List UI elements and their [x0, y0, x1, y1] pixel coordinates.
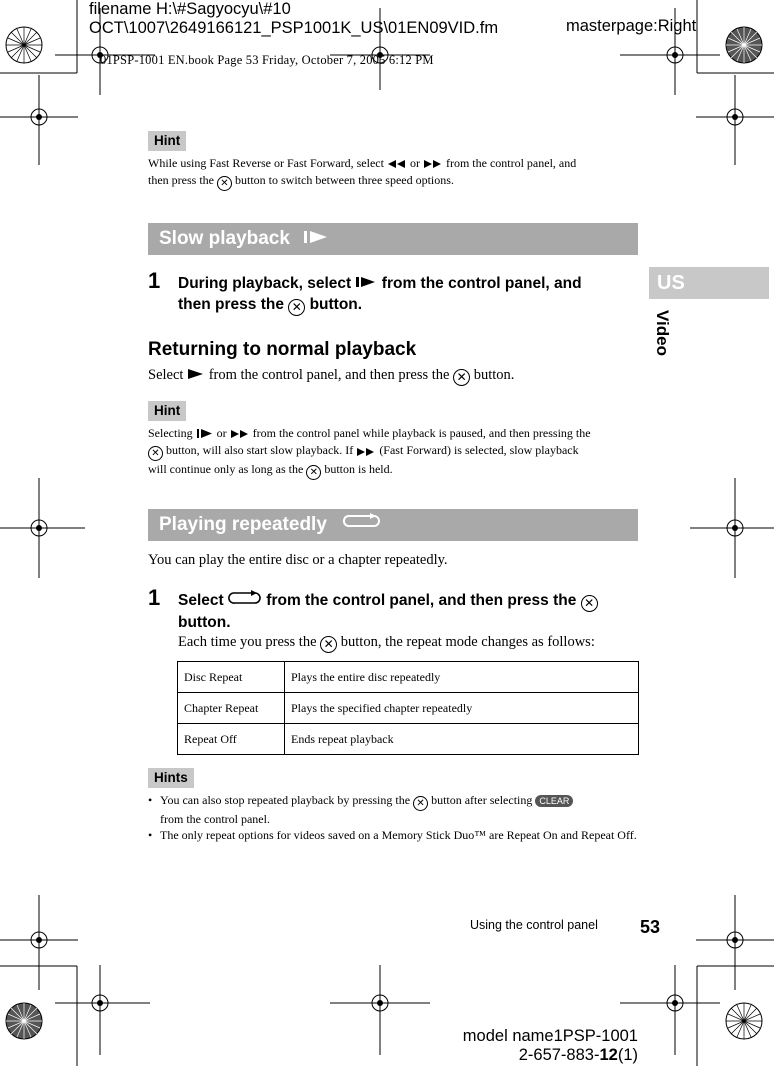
- section-title: Playing repeatedly: [159, 514, 327, 536]
- table-cell-desc: Ends repeat playback: [285, 724, 639, 755]
- play-icon: [187, 367, 205, 385]
- model-line2: 2-657-883-12(1): [518, 1046, 638, 1064]
- slow-step-text: During playback, select from the control panel, and then press the ✕ button.: [178, 275, 582, 315]
- table-cell-mode: Repeat Off: [178, 724, 285, 755]
- step-number: 1: [148, 585, 161, 610]
- filename-line1: filename H:\#Sagyocyu\#10: [89, 0, 291, 18]
- subheading-return: Returning to normal playback: [148, 339, 417, 360]
- cross-button-icon: ✕: [217, 176, 232, 191]
- section-playing-repeatedly: [148, 509, 638, 541]
- cross-button-icon: ✕: [413, 796, 428, 811]
- hint-label: Hint: [148, 401, 186, 421]
- table-cell-desc: Plays the specified chapter repeatedly: [285, 693, 639, 724]
- table-cell-desc: Plays the entire disc repeatedly: [285, 662, 639, 693]
- region-tab: US: [649, 267, 769, 299]
- hints-list: [148, 792, 638, 843]
- slow-playback-icon: [196, 426, 214, 442]
- table-row: [178, 693, 639, 724]
- repeat-each-text: Each time you press the ✕ button, the repeat mode changes as follows:: [178, 634, 595, 651]
- model-line1: model name1PSP-1001: [462, 1027, 638, 1045]
- masterpage-label: masterpage:Right: [566, 17, 697, 35]
- step-number: 1: [148, 268, 161, 293]
- section-title: Slow playback: [159, 228, 290, 250]
- table-row: [178, 662, 639, 693]
- return-text: Select from the control panel, and then press the ✕ button.: [148, 367, 515, 384]
- filename-header: [89, 0, 498, 38]
- fast-reverse-icon: [387, 156, 407, 172]
- slow-playback-icon: [355, 273, 377, 294]
- page-number: 53: [640, 917, 661, 937]
- table-cell-mode: Chapter Repeat: [178, 693, 285, 724]
- repeat-icon: [228, 590, 262, 612]
- fast-forward-icon: [423, 156, 443, 172]
- table-row: [178, 724, 639, 755]
- hints-label: Hints: [148, 768, 194, 788]
- list-item: • You can also stop repeated playback by pressing the ✕ button after selecting CLEAR from the control panel.: [148, 792, 638, 827]
- section-side-label: Video: [653, 310, 672, 356]
- model-info: [448, 1027, 638, 1065]
- hint2-text: Selecting or from the control panel while playback is paused, and then pressing the ✕ button, will also start slow playback. If (Fast Forward) is selected, slow playback will continue only as long as the ✕ button is held.: [148, 426, 591, 479]
- section-slow-playback: [148, 223, 638, 255]
- cross-button-icon: ✕: [453, 369, 470, 386]
- fast-forward-icon: [230, 426, 250, 442]
- cross-button-icon: ✕: [581, 595, 598, 612]
- filename-line2: OCT\1007\2649166121_PSP1001K_US\01EN09VID.fm: [89, 19, 499, 37]
- fast-forward-icon: [356, 444, 376, 460]
- table-cell-mode: Disc Repeat: [178, 662, 285, 693]
- cross-button-icon: ✕: [288, 299, 305, 316]
- repeat-step-text: Select from the control panel, and then press the ✕ button.: [178, 590, 638, 633]
- cross-button-icon: ✕: [320, 636, 337, 653]
- hint1-text: While using Fast Reverse or Fast Forward, select or from the control panel, and then press the ✕ button to switch between three speed options.: [148, 156, 577, 190]
- repeat-icon: [342, 509, 382, 541]
- book-info: 01PSP-1001 EN.book Page 53 Friday, October 7, 2005 6:12 PM: [100, 53, 434, 67]
- repeat-intro: You can play the entire disc or a chapter repeatedly.: [148, 552, 448, 568]
- hint-label: Hint: [148, 131, 186, 151]
- cross-button-icon: ✕: [148, 446, 163, 461]
- footer-section: Using the control panel: [470, 918, 598, 932]
- repeat-mode-table: [177, 661, 639, 755]
- list-item: • The only repeat options for videos saved on a Memory Stick Duo™ are Repeat On and Repeat Off.: [148, 827, 638, 843]
- clear-button-icon: CLEAR: [535, 795, 573, 807]
- cross-button-icon: ✕: [306, 465, 321, 480]
- slow-playback-icon: [303, 223, 329, 255]
